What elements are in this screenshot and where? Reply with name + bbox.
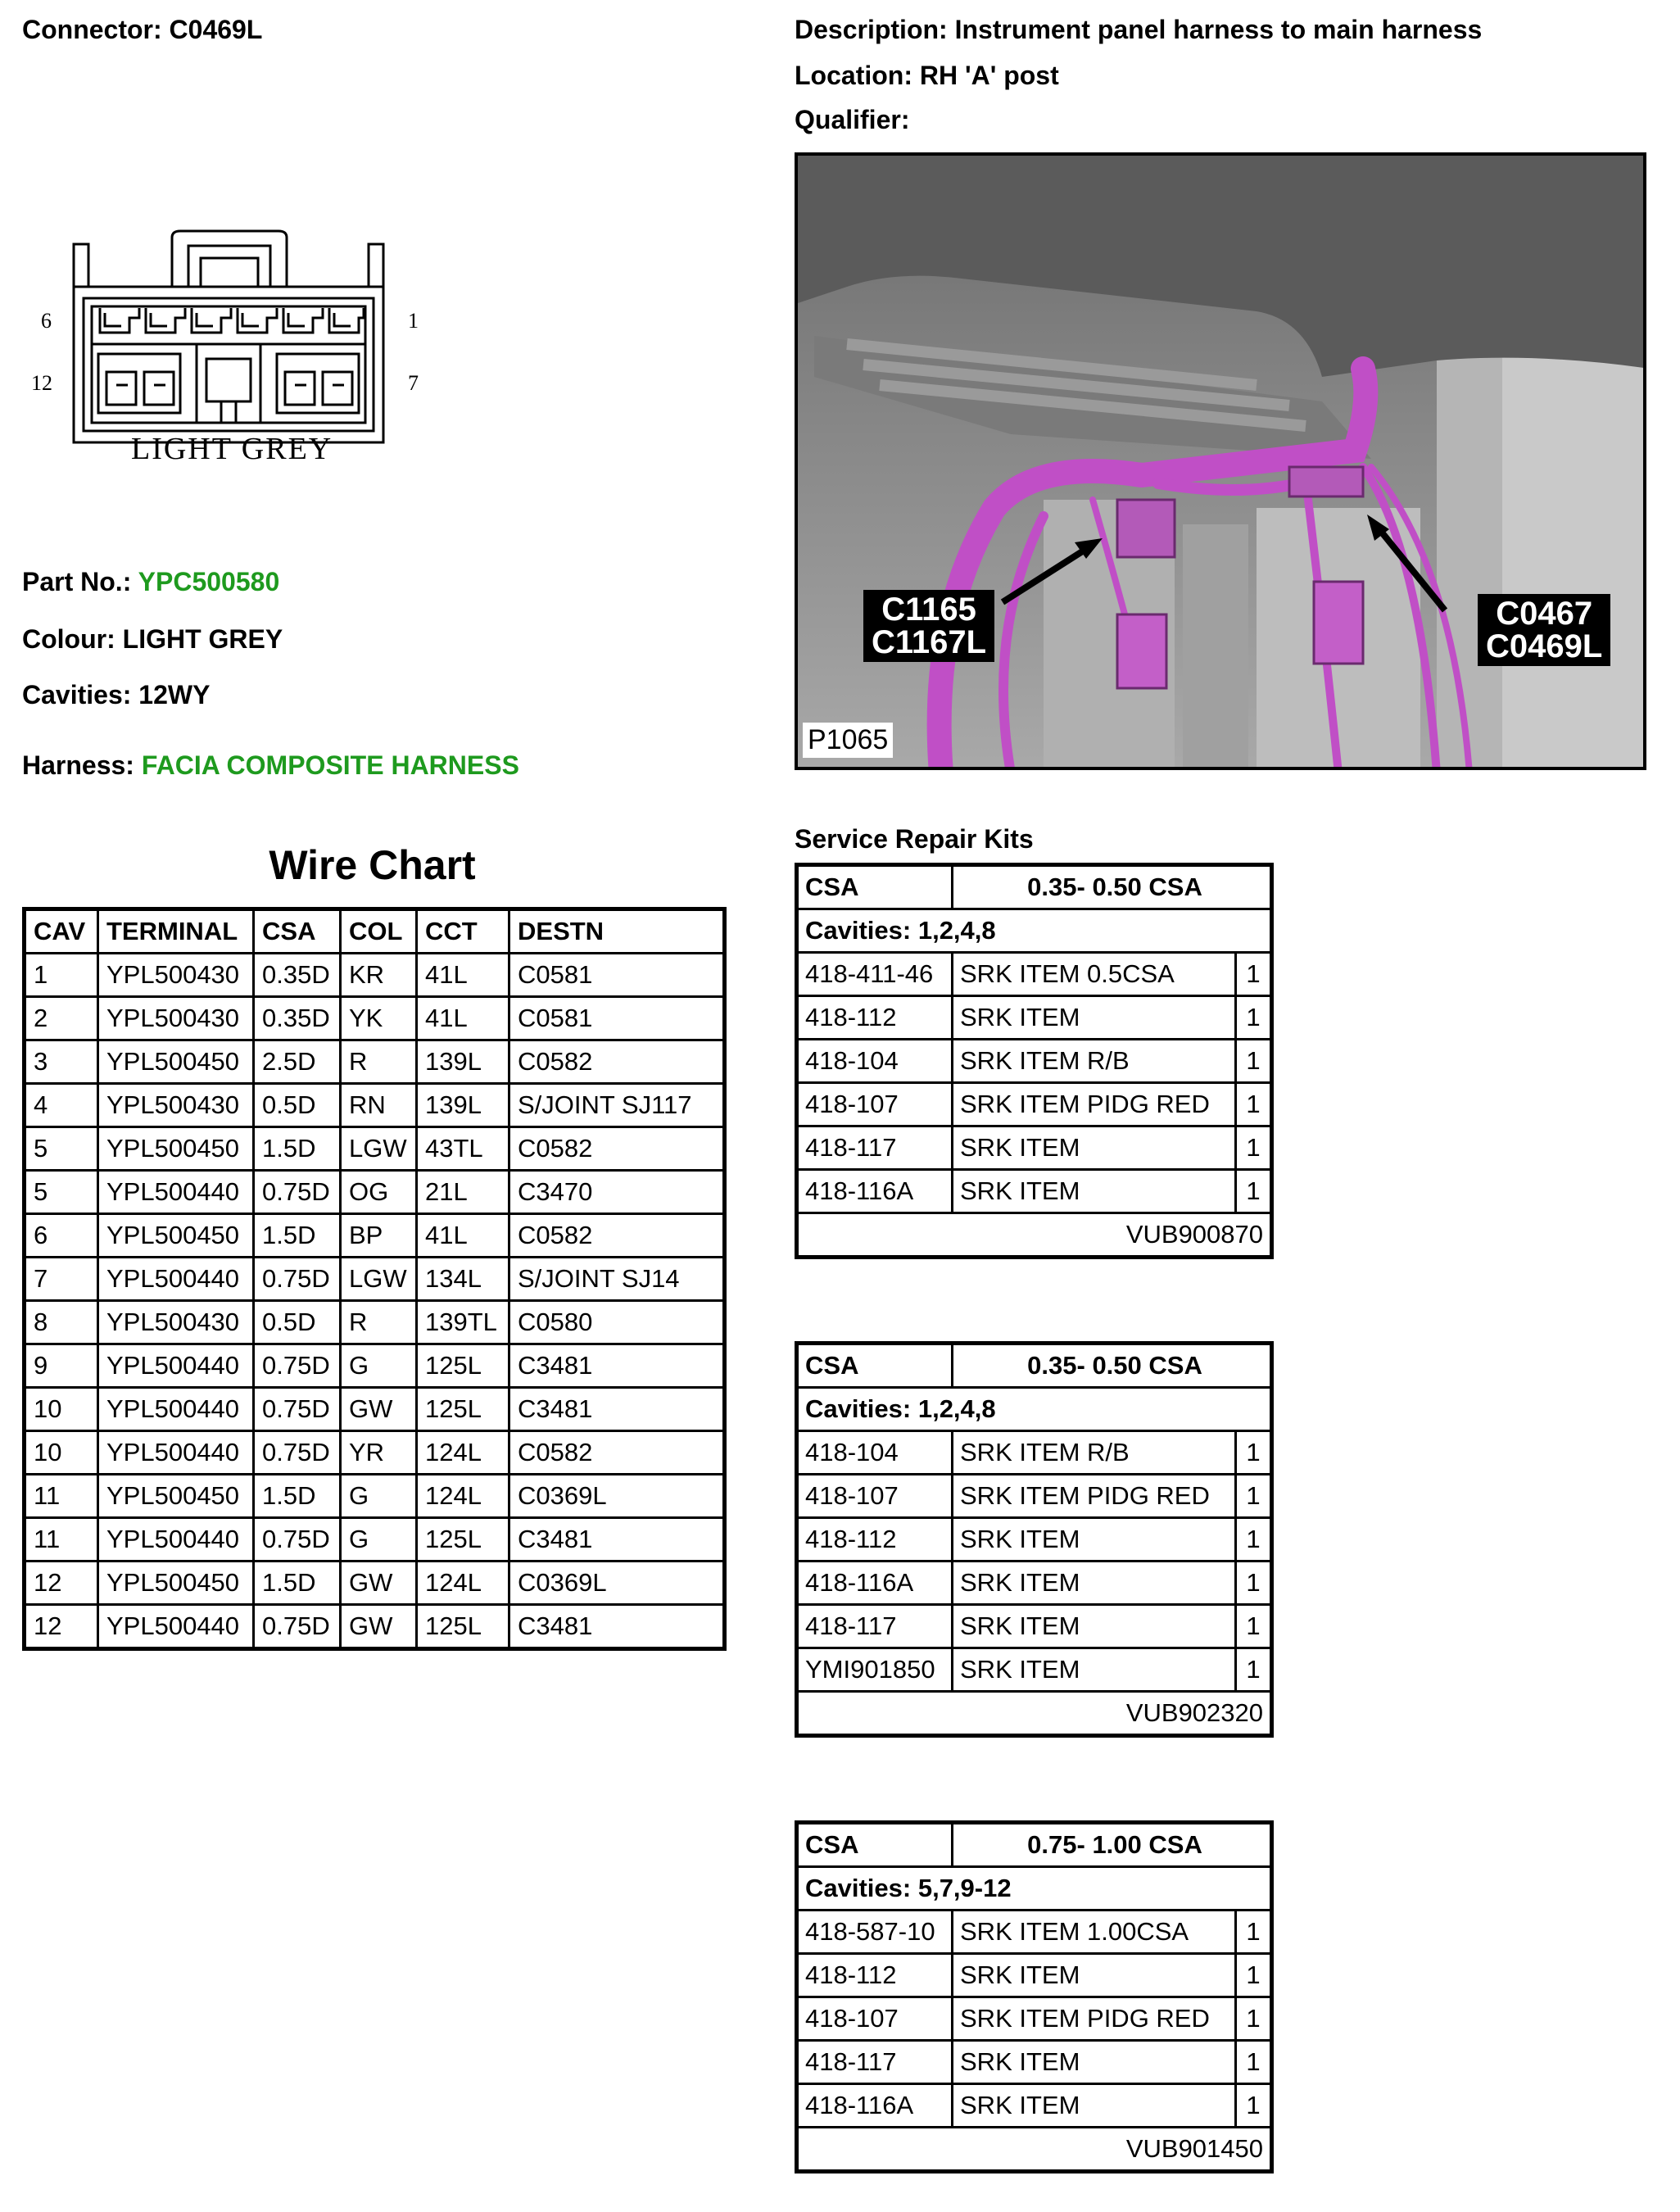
kit-item-desc: SRK ITEM (953, 1954, 1236, 1997)
kit-item-row (797, 2041, 1272, 2084)
wire-chart-cell: 7 (25, 1258, 98, 1301)
wire-chart-cell: S/JOINT SJ14 (509, 1258, 725, 1301)
wire-chart-header-row (25, 909, 725, 954)
wire-chart-cell: YPL500430 (98, 954, 254, 997)
kit-number-row (797, 2128, 1272, 2172)
table-row (25, 1171, 725, 1214)
wire-chart-cell: 10 (25, 1431, 98, 1475)
kit-item-row (797, 1431, 1272, 1475)
wire-chart-cell: 1.5D (254, 1214, 341, 1258)
wire-chart-cell: YPL500450 (98, 1040, 254, 1084)
kit-number-row (797, 1692, 1272, 1736)
colour-field (22, 623, 283, 655)
kit-csa-label: CSA (797, 1344, 953, 1388)
wire-chart-cell: YPL500440 (98, 1388, 254, 1431)
kit-item-qty: 1 (1236, 1562, 1272, 1605)
harness-link[interactable]: FACIA COMPOSITE HARNESS (141, 750, 519, 780)
callout-c1165: C1165 (881, 592, 976, 628)
kit-item-desc: SRK ITEM (953, 1518, 1236, 1562)
wire-chart-cell: 139TL (417, 1301, 509, 1344)
table-row (25, 1040, 725, 1084)
wire-chart-cell: C0582 (509, 1127, 725, 1171)
kit-item-desc: SRK ITEM R/B (953, 1431, 1236, 1475)
kit-item-qty: 1 (1236, 1911, 1272, 1954)
kit-item-qty: 1 (1236, 2084, 1272, 2128)
wire-chart-cell: YPL500450 (98, 1562, 254, 1605)
connector-diagram (25, 221, 434, 475)
cavities-field (22, 678, 210, 711)
wire-chart-cell: 0.35D (254, 954, 341, 997)
kit-item-qty: 1 (1236, 953, 1272, 996)
wire-chart-cell: 5 (25, 1171, 98, 1214)
table-row (25, 1127, 725, 1171)
wire-chart-cell: C0581 (509, 997, 725, 1040)
wire-chart-cell: 3 (25, 1040, 98, 1084)
wire-chart-cell: 12 (25, 1562, 98, 1605)
wire-chart-cell: 12 (25, 1605, 98, 1649)
wire-chart-cell: YK (341, 997, 417, 1040)
kit-item-desc: SRK ITEM (953, 996, 1236, 1040)
kit-item-part: 418-107 (797, 1475, 953, 1518)
wire-chart-cell: 8 (25, 1301, 98, 1344)
wire-chart-cell: LGW (341, 1127, 417, 1171)
wire-chart-cell: 10 (25, 1388, 98, 1431)
kit-csa-label: CSA (797, 865, 953, 909)
wire-chart-cell: 2.5D (254, 1040, 341, 1084)
kit-item-part: 418-104 (797, 1040, 953, 1083)
wire-chart-cell: 0.75D (254, 1388, 341, 1431)
kit-cavities-row (797, 1867, 1272, 1911)
table-row (25, 1475, 725, 1518)
kit-item-desc: SRK ITEM (953, 1170, 1236, 1213)
wire-chart-cell: 11 (25, 1518, 98, 1562)
location-photo (795, 152, 1646, 770)
part-no-label: Part No.: (22, 567, 132, 596)
kit-item-desc: SRK ITEM 1.00CSA (953, 1911, 1236, 1954)
kit-csa-row (797, 865, 1272, 909)
kit-csa-label: CSA (797, 1823, 953, 1867)
kit-item-row (797, 1605, 1272, 1648)
wire-chart-header-destn: DESTN (509, 909, 725, 954)
wire-chart-cell: 0.5D (254, 1084, 341, 1127)
table-row (25, 1605, 725, 1649)
wire-chart-cell: C0582 (509, 1040, 725, 1084)
kit-item-desc: SRK ITEM 0.5CSA (953, 953, 1236, 996)
wire-chart-cell: G (341, 1518, 417, 1562)
kit-item-part: 418-112 (797, 996, 953, 1040)
kit-item-row (797, 1518, 1272, 1562)
kit-item-qty: 1 (1236, 1605, 1272, 1648)
connector-field (22, 13, 262, 46)
wire-chart-cell: 0.75D (254, 1605, 341, 1649)
wire-chart-cell: C0580 (509, 1301, 725, 1344)
photo-id: P1065 (803, 723, 893, 758)
kit-item-row (797, 1475, 1272, 1518)
wire-chart-title: Wire Chart (269, 842, 476, 888)
kit-cavities-row (797, 909, 1272, 953)
part-no-link[interactable]: YPC500580 (138, 567, 280, 596)
table-row (25, 1344, 725, 1388)
wire-chart-cell: YPL500450 (98, 1127, 254, 1171)
kit-item-row (797, 2084, 1272, 2128)
wire-chart-cell: 1.5D (254, 1562, 341, 1605)
wire-chart-cell: 134L (417, 1258, 509, 1301)
table-row (25, 1084, 725, 1127)
pin-number-12: 12 (31, 371, 52, 395)
kit-item-qty: 1 (1236, 1954, 1272, 1997)
wire-chart-cell: G (341, 1475, 417, 1518)
wire-chart-cell: RN (341, 1084, 417, 1127)
kit-csa-row (797, 1344, 1272, 1388)
location-label: Location: (795, 61, 912, 90)
wire-chart-cell: C0369L (509, 1475, 725, 1518)
kit-csa-range: 0.35- 0.50 CSA (953, 1344, 1272, 1388)
wire-chart-cell: 0.75D (254, 1344, 341, 1388)
table-row (25, 954, 725, 997)
kit-item-qty: 1 (1236, 1126, 1272, 1170)
kit-item-row (797, 1040, 1272, 1083)
wire-chart-header-cav: CAV (25, 909, 98, 954)
wire-chart-cell: 41L (417, 997, 509, 1040)
wire-chart-cell: YPL500440 (98, 1431, 254, 1475)
table-row (25, 1388, 725, 1431)
pin-number-6: 6 (41, 309, 52, 333)
callout-c1167l: C1167L (872, 624, 987, 660)
wire-chart-cell: 43TL (417, 1127, 509, 1171)
table-row (25, 997, 725, 1040)
wire-chart-cell: 9 (25, 1344, 98, 1388)
kit-item-row (797, 1997, 1272, 2041)
harness-field (22, 749, 519, 782)
kit-item-row (797, 953, 1272, 996)
cavities-label: Cavities: (22, 680, 132, 709)
wire-chart-cell: YPL500440 (98, 1605, 254, 1649)
colour-label: Colour: (22, 624, 115, 654)
wire-chart-cell: C3481 (509, 1344, 725, 1388)
service-kit-table (795, 863, 1274, 1259)
wire-chart-cell: 6 (25, 1214, 98, 1258)
kit-item-part: 418-587-10 (797, 1911, 953, 1954)
kit-item-row (797, 1126, 1272, 1170)
wire-chart-cell: OG (341, 1171, 417, 1214)
wire-chart-cell: 21L (417, 1171, 509, 1214)
kit-item-qty: 1 (1236, 2041, 1272, 2084)
kit-item-part: YMI901850 (797, 1648, 953, 1692)
wire-chart-cell: 125L (417, 1388, 509, 1431)
kit-item-part: 418-104 (797, 1431, 953, 1475)
wire-chart-cell: 124L (417, 1431, 509, 1475)
wire-chart-cell: R (341, 1040, 417, 1084)
wire-chart-cell: LGW (341, 1258, 417, 1301)
table-row (25, 1258, 725, 1301)
kit-item-part: 418-117 (797, 2041, 953, 2084)
wire-chart-header-terminal: TERMINAL (98, 909, 254, 954)
wire-chart-table (22, 907, 727, 1651)
description-field (795, 13, 1482, 46)
wire-chart-cell: 1.5D (254, 1127, 341, 1171)
wire-chart-cell: C0369L (509, 1562, 725, 1605)
harness-label: Harness: (22, 750, 134, 780)
kit-number: VUB900870 (797, 1213, 1272, 1258)
service-kit-table (795, 1341, 1274, 1738)
wire-chart-cell: YPL500440 (98, 1344, 254, 1388)
kit-item-desc: SRK ITEM R/B (953, 1040, 1236, 1083)
kit-item-qty: 1 (1236, 1518, 1272, 1562)
table-row (25, 1562, 725, 1605)
kit-item-row (797, 1954, 1272, 1997)
kit-item-row (797, 1562, 1272, 1605)
wire-chart-cell: C0582 (509, 1214, 725, 1258)
kit-item-part: 418-112 (797, 1954, 953, 1997)
wire-chart-cell: YPL500440 (98, 1518, 254, 1562)
wire-chart-header-col: COL (341, 909, 417, 954)
wire-chart-cell: YPL500430 (98, 997, 254, 1040)
kit-item-desc: SRK ITEM (953, 1562, 1236, 1605)
service-kit-table (795, 1820, 1274, 2173)
harness-illustration (798, 156, 1646, 770)
table-row (25, 1301, 725, 1344)
wire-chart-cell: C0581 (509, 954, 725, 997)
description-label: Description: (795, 15, 948, 44)
kit-item-row (797, 1911, 1272, 1954)
wire-chart-cell: 125L (417, 1605, 509, 1649)
wire-chart-cell: YR (341, 1431, 417, 1475)
wire-chart-cell: BP (341, 1214, 417, 1258)
wire-chart-cell: YPL500450 (98, 1475, 254, 1518)
kit-item-qty: 1 (1236, 1997, 1272, 2041)
pin-number-1: 1 (408, 309, 419, 333)
wire-chart-cell: GW (341, 1562, 417, 1605)
wire-chart-cell: 139L (417, 1040, 509, 1084)
wire-chart-cell: S/JOINT SJ117 (509, 1084, 725, 1127)
wire-chart-cell: C3481 (509, 1388, 725, 1431)
wire-chart-cell: 1.5D (254, 1475, 341, 1518)
wire-chart-cell: C0582 (509, 1431, 725, 1475)
wire-chart-cell: 0.5D (254, 1301, 341, 1344)
kit-number-row (797, 1213, 1272, 1258)
wire-chart-header-csa: CSA (254, 909, 341, 954)
kit-csa-range: 0.35- 0.50 CSA (953, 865, 1272, 909)
callout-c0467-c0469l (1478, 594, 1610, 666)
kit-item-desc: SRK ITEM PIDG RED (953, 1475, 1236, 1518)
kit-item-qty: 1 (1236, 996, 1272, 1040)
wire-chart-cell: YPL500430 (98, 1084, 254, 1127)
callout-c0469l: C0469L (1486, 628, 1603, 664)
kit-item-desc: SRK ITEM PIDG RED (953, 1997, 1236, 2041)
wire-chart-cell: 41L (417, 954, 509, 997)
kit-item-row (797, 1648, 1272, 1692)
wire-chart-cell: KR (341, 954, 417, 997)
kit-item-qty: 1 (1236, 1648, 1272, 1692)
wire-chart-cell: 2 (25, 997, 98, 1040)
wire-chart-cell: 125L (417, 1344, 509, 1388)
wire-chart-cell: 0.75D (254, 1518, 341, 1562)
kit-item-row (797, 996, 1272, 1040)
wire-chart-cell: 41L (417, 1214, 509, 1258)
kit-item-qty: 1 (1236, 1040, 1272, 1083)
kit-number: VUB901450 (797, 2128, 1272, 2172)
wire-chart-cell: C3481 (509, 1605, 725, 1649)
wire-chart-cell: YPL500440 (98, 1258, 254, 1301)
kit-item-desc: SRK ITEM (953, 1126, 1236, 1170)
wire-chart-cell: 0.75D (254, 1431, 341, 1475)
wire-chart-cell: YPL500450 (98, 1214, 254, 1258)
kit-item-qty: 1 (1236, 1475, 1272, 1518)
kit-item-part: 418-116A (797, 2084, 953, 2128)
kit-cavities: Cavities: 5,7,9-12 (797, 1867, 1272, 1911)
callout-c0467: C0467 (1496, 596, 1593, 632)
kit-item-row (797, 1083, 1272, 1126)
kit-item-part: 418-116A (797, 1170, 953, 1213)
service-kits-title: Service Repair Kits (795, 824, 1034, 854)
wire-chart-cell: G (341, 1344, 417, 1388)
part-no-field (22, 565, 279, 598)
kit-item-part: 418-117 (797, 1126, 953, 1170)
cavities-value: 12WY (138, 680, 211, 709)
wire-chart-cell: 124L (417, 1562, 509, 1605)
wire-chart-cell: 11 (25, 1475, 98, 1518)
description-value: Instrument panel harness to main harness (954, 15, 1483, 44)
kit-csa-range: 0.75- 1.00 CSA (953, 1823, 1272, 1867)
wire-chart-cell: 125L (417, 1518, 509, 1562)
kit-item-part: 418-112 (797, 1518, 953, 1562)
kit-item-row (797, 1170, 1272, 1213)
location-field (795, 59, 1059, 92)
wire-chart-header-cct: CCT (417, 909, 509, 954)
colour-value: LIGHT GREY (122, 624, 283, 654)
kit-item-desc: SRK ITEM PIDG RED (953, 1083, 1236, 1126)
wire-chart-cell: GW (341, 1388, 417, 1431)
pin-number-7: 7 (408, 371, 419, 395)
wire-chart-cell: 0.35D (254, 997, 341, 1040)
kit-item-qty: 1 (1236, 1083, 1272, 1126)
kit-cavities: Cavities: 1,2,4,8 (797, 909, 1272, 953)
wire-chart-cell: 0.75D (254, 1258, 341, 1301)
kit-item-part: 418-117 (797, 1605, 953, 1648)
location-value: RH 'A' post (919, 61, 1059, 90)
kit-item-part: 418-107 (797, 1997, 953, 2041)
table-row (25, 1431, 725, 1475)
wire-chart-cell: 124L (417, 1475, 509, 1518)
kit-item-part: 418-107 (797, 1083, 953, 1126)
wire-chart-cell: 1 (25, 954, 98, 997)
wire-chart-cell: 4 (25, 1084, 98, 1127)
kit-item-part: 418-411-46 (797, 953, 953, 996)
connector-value: C0469L (169, 15, 263, 44)
table-row (25, 1214, 725, 1258)
kit-item-qty: 1 (1236, 1170, 1272, 1213)
wire-chart-cell: YPL500440 (98, 1171, 254, 1214)
qualifier-label: Qualifier: (795, 105, 910, 134)
wire-chart-cell: GW (341, 1605, 417, 1649)
callout-c1165-c1167l (863, 590, 994, 662)
wire-chart-cell: 5 (25, 1127, 98, 1171)
kit-item-desc: SRK ITEM (953, 1605, 1236, 1648)
kit-item-part: 418-116A (797, 1562, 953, 1605)
wire-chart-cell: C3481 (509, 1518, 725, 1562)
wire-chart-cell: 139L (417, 1084, 509, 1127)
kit-cavities-row (797, 1388, 1272, 1431)
kit-item-desc: SRK ITEM (953, 2041, 1236, 2084)
wire-chart-cell: YPL500430 (98, 1301, 254, 1344)
kit-item-qty: 1 (1236, 1431, 1272, 1475)
kit-csa-row (797, 1823, 1272, 1867)
wire-chart-cell: C3470 (509, 1171, 725, 1214)
wire-chart-cell: 0.75D (254, 1171, 341, 1214)
connector-label: Connector: (22, 15, 162, 44)
wire-chart-cell: R (341, 1301, 417, 1344)
kit-item-desc: SRK ITEM (953, 2084, 1236, 2128)
table-row (25, 1518, 725, 1562)
kit-number: VUB902320 (797, 1692, 1272, 1736)
kit-item-desc: SRK ITEM (953, 1648, 1236, 1692)
connector-colour-caption: LIGHT GREY (131, 432, 333, 466)
kit-cavities: Cavities: 1,2,4,8 (797, 1388, 1272, 1431)
